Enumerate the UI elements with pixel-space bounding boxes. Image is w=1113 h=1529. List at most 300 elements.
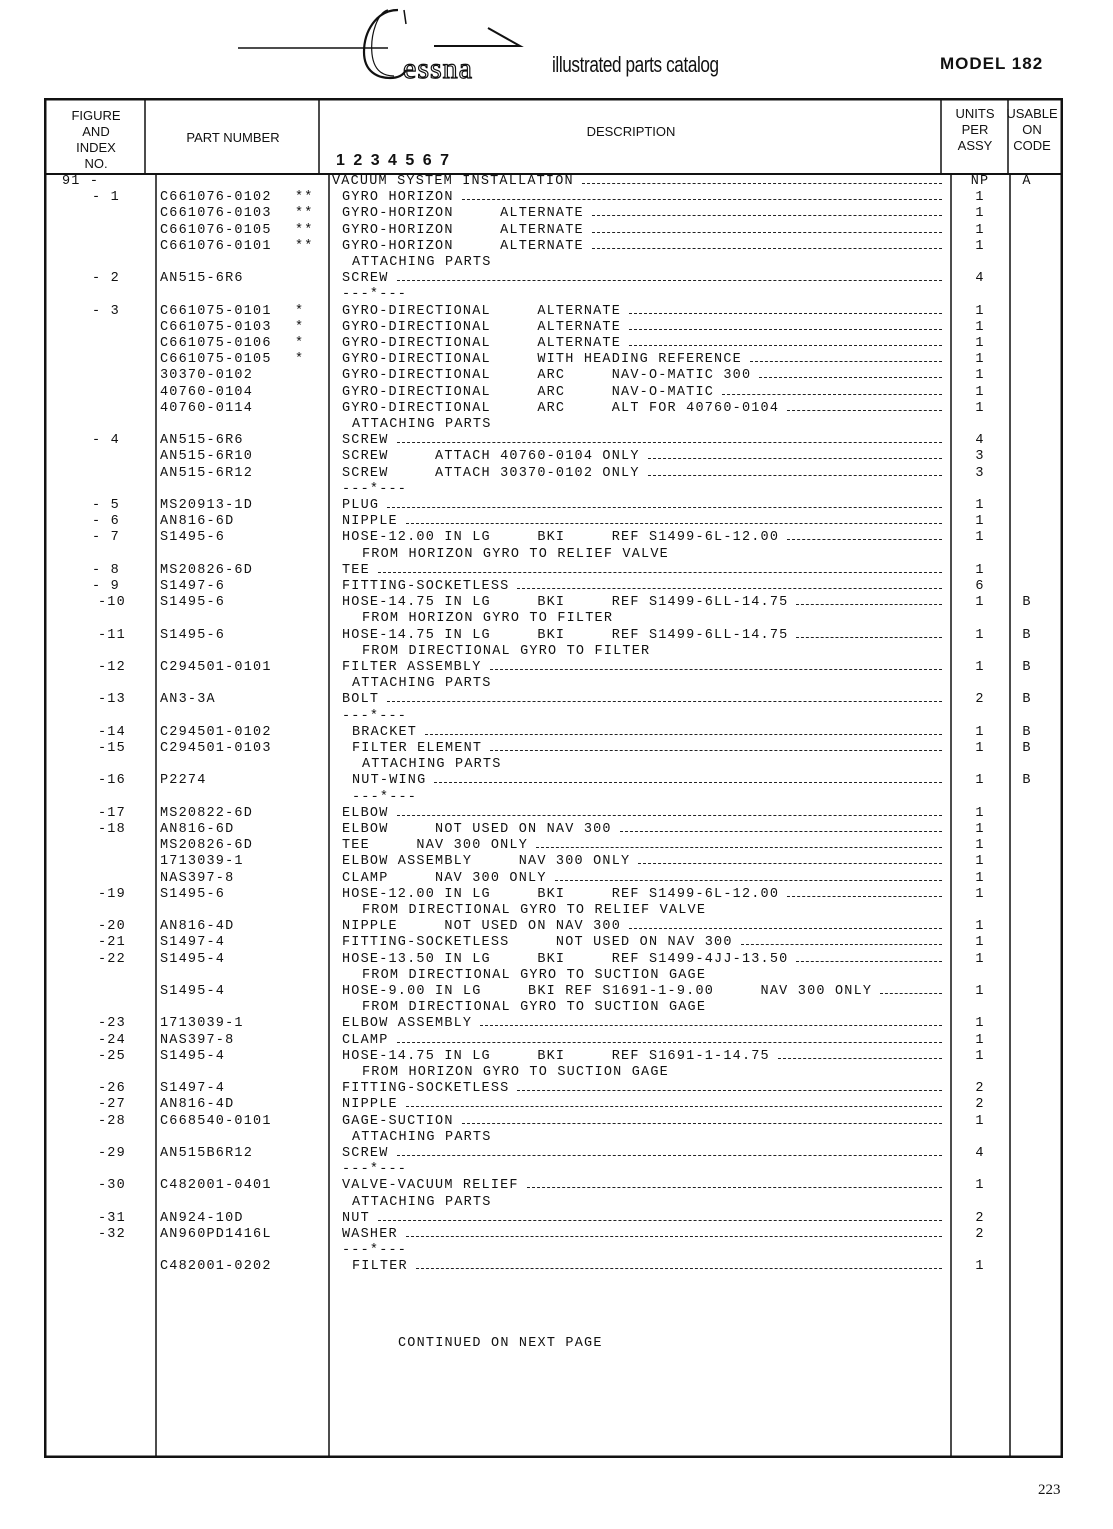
units-per-assy: 1 bbox=[975, 514, 985, 530]
table-row bbox=[0, 595, 1113, 611]
units-per-assy: 1 bbox=[975, 319, 985, 335]
leader-dashes bbox=[629, 313, 942, 314]
table-row bbox=[0, 482, 1113, 498]
table-row bbox=[0, 449, 1113, 465]
figure-index: - 7 bbox=[92, 530, 120, 546]
units-per-assy: 1 bbox=[975, 336, 985, 351]
units-per-assy: 1 bbox=[975, 627, 985, 643]
table-row bbox=[0, 1178, 1113, 1194]
description: FROM HORIZON GYRO TO RELIEF VALVE bbox=[362, 546, 669, 562]
figure-index: -30 bbox=[98, 1178, 126, 1194]
leader-dashes bbox=[480, 1025, 942, 1026]
leader-dashes bbox=[536, 847, 942, 848]
usable-on-code: B bbox=[1022, 660, 1032, 675]
figure-index: -16 bbox=[98, 773, 126, 789]
part-number: S1495-6 bbox=[160, 530, 226, 546]
description: SCREW bbox=[342, 271, 389, 287]
leader-dashes bbox=[796, 604, 942, 605]
figure-index: -17 bbox=[98, 805, 126, 821]
leader-dashes bbox=[592, 232, 942, 233]
figure-index: -25 bbox=[98, 1048, 126, 1064]
units-per-assy: 1 bbox=[975, 838, 985, 854]
description: FROM DIRECTIONAL GYRO TO FILTER bbox=[362, 643, 651, 659]
part-number: P2274 bbox=[160, 773, 207, 789]
part-number: S1495-6 bbox=[160, 627, 226, 643]
leader-dashes bbox=[620, 831, 942, 832]
table-row bbox=[0, 1211, 1113, 1227]
table-row bbox=[0, 206, 1113, 222]
description: GYRO-DIRECTIONAL ARC NAV-O-MATIC bbox=[342, 384, 715, 400]
header-units-per-assy: UNITS PER ASSY bbox=[955, 106, 995, 153]
usable-on-code: A bbox=[1022, 174, 1032, 189]
description: FITTING-SOCKETLESS bbox=[342, 1081, 510, 1097]
table-row bbox=[0, 1146, 1113, 1162]
description: VACUUM SYSTEM INSTALLATION bbox=[332, 174, 574, 189]
description: ---*--- bbox=[352, 789, 418, 805]
leader-dashes bbox=[406, 523, 942, 524]
part-marker: ** bbox=[295, 206, 314, 222]
part-number: AN515-6R6 bbox=[160, 433, 244, 449]
leader-dashes bbox=[397, 280, 943, 281]
table-row bbox=[0, 984, 1113, 1000]
part-number: S1495-4 bbox=[160, 951, 226, 967]
table-row bbox=[0, 1081, 1113, 1097]
part-number: 30370-0102 bbox=[160, 368, 254, 384]
leader-dashes bbox=[638, 863, 942, 864]
units-per-assy: 1 bbox=[975, 1113, 985, 1129]
leader-dashes bbox=[517, 588, 942, 589]
description: NIPPLE bbox=[342, 1097, 398, 1113]
continued-note: CONTINUED ON NEXT PAGE bbox=[398, 1336, 603, 1351]
units-per-assy: 1 bbox=[975, 238, 985, 254]
part-marker: * bbox=[295, 336, 305, 351]
units-per-assy: 3 bbox=[975, 449, 985, 465]
description: GYRO-DIRECTIONAL ALTERNATE bbox=[342, 319, 622, 335]
figure-index: - 9 bbox=[92, 579, 120, 594]
part-number: C661076-0103 bbox=[160, 206, 272, 222]
part-marker: * bbox=[295, 352, 305, 368]
leader-dashes bbox=[490, 669, 943, 670]
units-per-assy: 1 bbox=[975, 352, 985, 368]
table-row bbox=[0, 466, 1113, 482]
description: ---*--- bbox=[342, 1162, 408, 1178]
description: GYRO-HORIZON ALTERNATE bbox=[342, 238, 584, 254]
part-number: NAS397-8 bbox=[160, 870, 235, 886]
table-row bbox=[0, 628, 1113, 644]
units-per-assy: 4 bbox=[975, 271, 985, 287]
leader-dashes bbox=[880, 993, 942, 994]
table-row bbox=[0, 1227, 1113, 1243]
description: GYRO-HORIZON ALTERNATE bbox=[342, 222, 584, 238]
description: GYRO-DIRECTIONAL WITH HEADING REFERENCE bbox=[342, 352, 742, 368]
usable-on-code: B bbox=[1022, 627, 1032, 643]
part-number: S1495-6 bbox=[160, 595, 226, 611]
part-number: AN515-6R12 bbox=[160, 465, 254, 481]
leader-dashes bbox=[378, 572, 942, 573]
figure-index: -23 bbox=[98, 1016, 126, 1032]
table-row bbox=[0, 644, 1113, 660]
table-row bbox=[0, 1000, 1113, 1016]
description: ATTACHING PARTS bbox=[352, 1129, 492, 1145]
part-number: C661076-0101 bbox=[160, 238, 272, 254]
leader-dashes bbox=[378, 1220, 942, 1221]
leader-dashes bbox=[397, 815, 943, 816]
description: FILTER ASSEMBLY bbox=[342, 660, 482, 675]
description: HOSE-9.00 IN LG BKI REF S1691-1-9.00 NAV 300 ONLY bbox=[342, 984, 873, 999]
description: CLAMP NAV 300 ONLY bbox=[342, 870, 547, 886]
description: BRACKET bbox=[352, 724, 418, 740]
leader-dashes bbox=[592, 248, 942, 249]
part-number: S1497-4 bbox=[160, 935, 226, 951]
units-per-assy: 1 bbox=[975, 935, 985, 951]
part-number: 1713039-1 bbox=[160, 854, 244, 870]
table-row bbox=[0, 1016, 1113, 1032]
table-row bbox=[0, 660, 1113, 676]
description: ELBOW ASSEMBLY NAV 300 ONLY bbox=[342, 854, 631, 870]
leader-dashes bbox=[490, 750, 942, 751]
units-per-assy: 1 bbox=[975, 1048, 985, 1064]
part-number: MS20822-6D bbox=[160, 805, 254, 821]
part-number: AN816-6D bbox=[160, 822, 235, 837]
leader-dashes bbox=[517, 1090, 942, 1091]
units-per-assy: 1 bbox=[975, 1178, 985, 1194]
table-row bbox=[0, 239, 1113, 255]
leader-dashes bbox=[759, 377, 942, 378]
table-row bbox=[0, 563, 1113, 579]
leader-dashes bbox=[592, 215, 942, 216]
part-number: 1713039-1 bbox=[160, 1016, 244, 1032]
description: GYRO-DIRECTIONAL ALTERNATE bbox=[342, 303, 622, 319]
table-row bbox=[0, 1162, 1113, 1178]
part-number: AN816-6D bbox=[160, 514, 235, 530]
description: HOSE-12.00 IN LG BKI REF S1499-6L-12.00 bbox=[342, 886, 780, 902]
table-row bbox=[0, 887, 1113, 903]
figure-index: - 1 bbox=[92, 190, 120, 206]
description: SCREW ATTACH 40760-0104 ONLY bbox=[342, 449, 640, 465]
table-row bbox=[0, 417, 1113, 433]
part-number: AN515-6R6 bbox=[160, 271, 244, 287]
units-per-assy: 1 bbox=[975, 1032, 985, 1048]
description: FITTING-SOCKETLESS bbox=[342, 579, 510, 594]
figure-index: - 2 bbox=[92, 271, 120, 287]
leader-dashes bbox=[462, 199, 942, 200]
table-row bbox=[0, 579, 1113, 595]
leader-dashes bbox=[527, 1187, 942, 1188]
description: ELBOW ASSEMBLY bbox=[342, 1016, 473, 1032]
part-marker: ** bbox=[295, 222, 314, 238]
leader-dashes bbox=[555, 880, 942, 881]
table-row bbox=[0, 1195, 1113, 1211]
figure-index: -27 bbox=[98, 1097, 126, 1113]
part-number: C661075-0103 bbox=[160, 319, 272, 335]
units-per-assy: 4 bbox=[975, 1146, 985, 1161]
leader-dashes bbox=[787, 539, 942, 540]
description: CLAMP bbox=[342, 1032, 389, 1048]
leader-dashes bbox=[648, 475, 942, 476]
units-per-assy: 1 bbox=[975, 384, 985, 400]
units-per-assy: 1 bbox=[975, 984, 985, 999]
description: BOLT bbox=[342, 692, 380, 708]
leader-dashes bbox=[722, 394, 942, 395]
leader-dashes bbox=[462, 1123, 942, 1124]
table-row bbox=[0, 530, 1113, 546]
units-per-assy: 1 bbox=[975, 595, 985, 611]
units-per-assy: 1 bbox=[975, 724, 985, 740]
figure-index: -14 bbox=[98, 724, 126, 740]
part-number: C661076-0105 bbox=[160, 222, 272, 238]
leader-dashes bbox=[796, 637, 942, 638]
part-number: C661076-0102 bbox=[160, 190, 272, 206]
figure-index: 91 - bbox=[62, 174, 100, 189]
part-number: S1497-4 bbox=[160, 1081, 226, 1097]
table-row bbox=[0, 271, 1113, 287]
figure-index: -11 bbox=[98, 627, 126, 643]
units-per-assy: 2 bbox=[975, 692, 985, 708]
table-row bbox=[0, 838, 1113, 854]
units-per-assy: 1 bbox=[975, 498, 985, 513]
table-row bbox=[0, 1033, 1113, 1049]
table-row bbox=[0, 287, 1113, 303]
leader-dashes bbox=[750, 361, 942, 362]
part-number: C482001-0202 bbox=[160, 1259, 272, 1275]
description: GYRO-DIRECTIONAL ALTERNATE bbox=[342, 336, 622, 351]
usable-on-code: B bbox=[1022, 724, 1032, 740]
description: HOSE-12.00 IN LG BKI REF S1499-6L-12.00 bbox=[342, 530, 780, 546]
description: SCREW bbox=[342, 433, 389, 449]
description: FROM DIRECTIONAL GYRO TO SUCTION GAGE bbox=[362, 967, 707, 983]
leader-dashes bbox=[648, 458, 942, 459]
leader-dashes bbox=[397, 1155, 943, 1156]
description: GYRO-DIRECTIONAL ARC ALT FOR 40760-0104 bbox=[342, 400, 780, 416]
units-per-assy: 1 bbox=[975, 660, 985, 675]
part-number: 40760-0104 bbox=[160, 384, 254, 400]
table-row bbox=[0, 773, 1113, 789]
description: SCREW ATTACH 30370-0102 ONLY bbox=[342, 465, 640, 481]
table-row bbox=[0, 320, 1113, 336]
units-per-assy: 1 bbox=[975, 368, 985, 384]
part-number: AN924-10D bbox=[160, 1210, 244, 1226]
figure-index: -10 bbox=[98, 595, 126, 611]
description: FILTER bbox=[352, 1259, 408, 1275]
leader-dashes bbox=[787, 896, 942, 897]
description: ---*--- bbox=[342, 481, 408, 497]
leader-dashes bbox=[629, 345, 942, 346]
figure-index: - 8 bbox=[92, 562, 120, 578]
units-per-assy: 6 bbox=[975, 579, 985, 594]
leader-dashes bbox=[406, 1106, 942, 1107]
table-row bbox=[0, 336, 1113, 352]
description: GYRO-HORIZON ALTERNATE bbox=[342, 206, 584, 222]
leader-dashes bbox=[397, 442, 943, 443]
part-number: AN515B6R12 bbox=[160, 1146, 254, 1161]
description: NUT-WING bbox=[352, 773, 427, 789]
units-per-assy: 2 bbox=[975, 1210, 985, 1226]
part-number: C482001-0401 bbox=[160, 1178, 272, 1194]
units-per-assy: 2 bbox=[975, 1227, 985, 1242]
table-row bbox=[0, 352, 1113, 368]
figure-index: -21 bbox=[98, 935, 126, 951]
units-per-assy: 2 bbox=[975, 1081, 985, 1097]
table-row bbox=[0, 611, 1113, 627]
description: WASHER bbox=[342, 1227, 398, 1242]
units-per-assy: 1 bbox=[975, 222, 985, 238]
header-description: DESCRIPTION bbox=[586, 124, 676, 139]
table-row bbox=[0, 854, 1113, 870]
header-part-number: PART NUMBER bbox=[186, 130, 280, 145]
table-row bbox=[0, 757, 1113, 773]
leader-dashes bbox=[582, 183, 942, 184]
table-row bbox=[0, 822, 1113, 838]
figure-index: -32 bbox=[98, 1227, 126, 1242]
part-number: S1497-6 bbox=[160, 579, 226, 594]
leader-dashes bbox=[397, 1042, 943, 1043]
figure-index: -22 bbox=[98, 951, 126, 967]
leader-dashes bbox=[425, 734, 942, 735]
leader-dashes bbox=[416, 1268, 942, 1269]
table-row bbox=[0, 692, 1113, 708]
figure-index: -15 bbox=[98, 741, 126, 756]
description: ELBOW NOT USED ON NAV 300 bbox=[342, 822, 612, 837]
table-row bbox=[0, 1130, 1113, 1146]
figure-index: -13 bbox=[98, 692, 126, 708]
units-per-assy: 1 bbox=[975, 805, 985, 821]
table-row bbox=[0, 1065, 1113, 1081]
units-per-assy: 1 bbox=[975, 206, 985, 222]
part-number: C294501-0101 bbox=[160, 660, 272, 675]
leader-dashes bbox=[741, 944, 942, 945]
figure-index: - 4 bbox=[92, 433, 120, 449]
units-per-assy: 1 bbox=[975, 822, 985, 837]
table-row bbox=[0, 871, 1113, 887]
units-per-assy: 1 bbox=[975, 951, 985, 967]
units-per-assy: 1 bbox=[975, 303, 985, 319]
leader-dashes bbox=[434, 782, 942, 783]
part-marker: * bbox=[295, 319, 305, 335]
description: HOSE-14.75 IN LG BKI REF S1499-6LL-14.75 bbox=[342, 627, 789, 643]
description: ---*--- bbox=[342, 287, 408, 303]
table-row bbox=[0, 1114, 1113, 1130]
table-row bbox=[0, 1243, 1113, 1259]
description: FROM DIRECTIONAL GYRO TO SUCTION GAGE bbox=[362, 1000, 707, 1016]
table-row bbox=[0, 676, 1113, 692]
units-per-assy: 1 bbox=[975, 400, 985, 416]
part-number: C668540-0101 bbox=[160, 1113, 272, 1129]
part-number: C661075-0101 bbox=[160, 303, 272, 319]
part-number: MS20913-1D bbox=[160, 498, 254, 513]
table-row bbox=[0, 725, 1113, 741]
catalog-title: illustrated parts catalog bbox=[552, 52, 719, 77]
description: SCREW bbox=[342, 1146, 389, 1161]
part-number: AN960PD1416L bbox=[160, 1227, 272, 1242]
page-number: 223 bbox=[1038, 1482, 1061, 1498]
usable-on-code: B bbox=[1022, 773, 1032, 789]
part-number: AN816-4D bbox=[160, 919, 235, 935]
description: NIPPLE NOT USED ON NAV 300 bbox=[342, 919, 622, 935]
table-row bbox=[0, 255, 1113, 271]
leader-dashes bbox=[387, 701, 942, 702]
description: ATTACHING PARTS bbox=[362, 757, 502, 773]
leader-dashes bbox=[387, 507, 942, 508]
description: PLUG bbox=[342, 498, 380, 513]
table-row bbox=[0, 1259, 1113, 1275]
table-row bbox=[0, 401, 1113, 417]
description: HOSE-14.75 IN LG BKI REF S1691-1-14.75 bbox=[342, 1048, 770, 1064]
figure-index: -18 bbox=[98, 822, 126, 837]
units-per-assy: 1 bbox=[975, 1016, 985, 1032]
description: TEE bbox=[342, 562, 370, 578]
table-row bbox=[0, 385, 1113, 401]
description: FROM HORIZON GYRO TO SUCTION GAGE bbox=[362, 1065, 669, 1080]
figure-index: -26 bbox=[98, 1081, 126, 1097]
part-number: NAS397-8 bbox=[160, 1032, 235, 1048]
description: NUT bbox=[342, 1210, 370, 1226]
figure-index: -28 bbox=[98, 1113, 126, 1129]
part-number: C294501-0103 bbox=[160, 741, 272, 756]
table-row bbox=[0, 790, 1113, 806]
part-number: AN3-3A bbox=[160, 692, 216, 708]
units-per-assy: 1 bbox=[975, 1259, 985, 1275]
table-row bbox=[0, 1049, 1113, 1065]
description: ATTACHING PARTS bbox=[352, 417, 492, 432]
description: ---*--- bbox=[342, 708, 408, 724]
table-row bbox=[0, 806, 1113, 822]
description: FILTER ELEMENT bbox=[352, 741, 483, 756]
leader-dashes bbox=[778, 1058, 942, 1059]
figure-index: - 6 bbox=[92, 514, 120, 530]
table-row bbox=[0, 968, 1113, 984]
header-figure-index: FIGURE AND INDEX NO. bbox=[71, 108, 121, 171]
table-row bbox=[0, 547, 1113, 563]
description: ---*--- bbox=[342, 1243, 408, 1259]
leader-dashes bbox=[406, 1236, 942, 1237]
description: FROM DIRECTIONAL GYRO TO RELIEF VALVE bbox=[362, 903, 707, 918]
leader-dashes bbox=[629, 928, 942, 929]
part-number: MS20826-6D bbox=[160, 562, 254, 578]
part-marker: * bbox=[295, 303, 305, 319]
description: NIPPLE bbox=[342, 514, 398, 530]
leader-dashes bbox=[796, 961, 942, 962]
figure-index: -19 bbox=[98, 886, 126, 902]
part-number: AN816-4D bbox=[160, 1097, 235, 1113]
description: VALVE-VACUUM RELIEF bbox=[342, 1178, 519, 1194]
indent-scale: 1 2 3 4 5 6 7 bbox=[336, 152, 451, 169]
description: GYRO-DIRECTIONAL ARC NAV-O-MATIC 300 bbox=[342, 368, 752, 384]
part-number: C661075-0106 bbox=[160, 336, 272, 351]
table-row bbox=[0, 514, 1113, 530]
usable-on-code: B bbox=[1022, 741, 1032, 756]
units-per-assy: 1 bbox=[975, 530, 985, 546]
description: HOSE-13.50 IN LG BKI REF S1499-4JJ-13.50 bbox=[342, 951, 789, 967]
description: FITTING-SOCKETLESS NOT USED ON NAV 300 bbox=[342, 935, 733, 951]
units-per-assy: 1 bbox=[975, 854, 985, 870]
description: GAGE-SUCTION bbox=[342, 1113, 454, 1129]
units-per-assy: 1 bbox=[975, 886, 985, 902]
table-row bbox=[0, 174, 1113, 190]
units-per-assy: 1 bbox=[975, 190, 985, 206]
table-row bbox=[0, 1097, 1113, 1113]
figure-index: -31 bbox=[98, 1210, 126, 1226]
description: TEE NAV 300 ONLY bbox=[342, 838, 529, 854]
table-row bbox=[0, 903, 1113, 919]
figure-index: -29 bbox=[98, 1146, 126, 1161]
svg-text:essna: essna bbox=[403, 52, 473, 85]
figure-index: -12 bbox=[98, 660, 126, 675]
leader-dashes bbox=[787, 410, 942, 411]
header-usable-on-code: USABLE ON CODE bbox=[1006, 106, 1058, 153]
units-per-assy: 2 bbox=[975, 1097, 985, 1113]
description: ELBOW bbox=[342, 805, 389, 821]
figure-index: -20 bbox=[98, 919, 126, 935]
